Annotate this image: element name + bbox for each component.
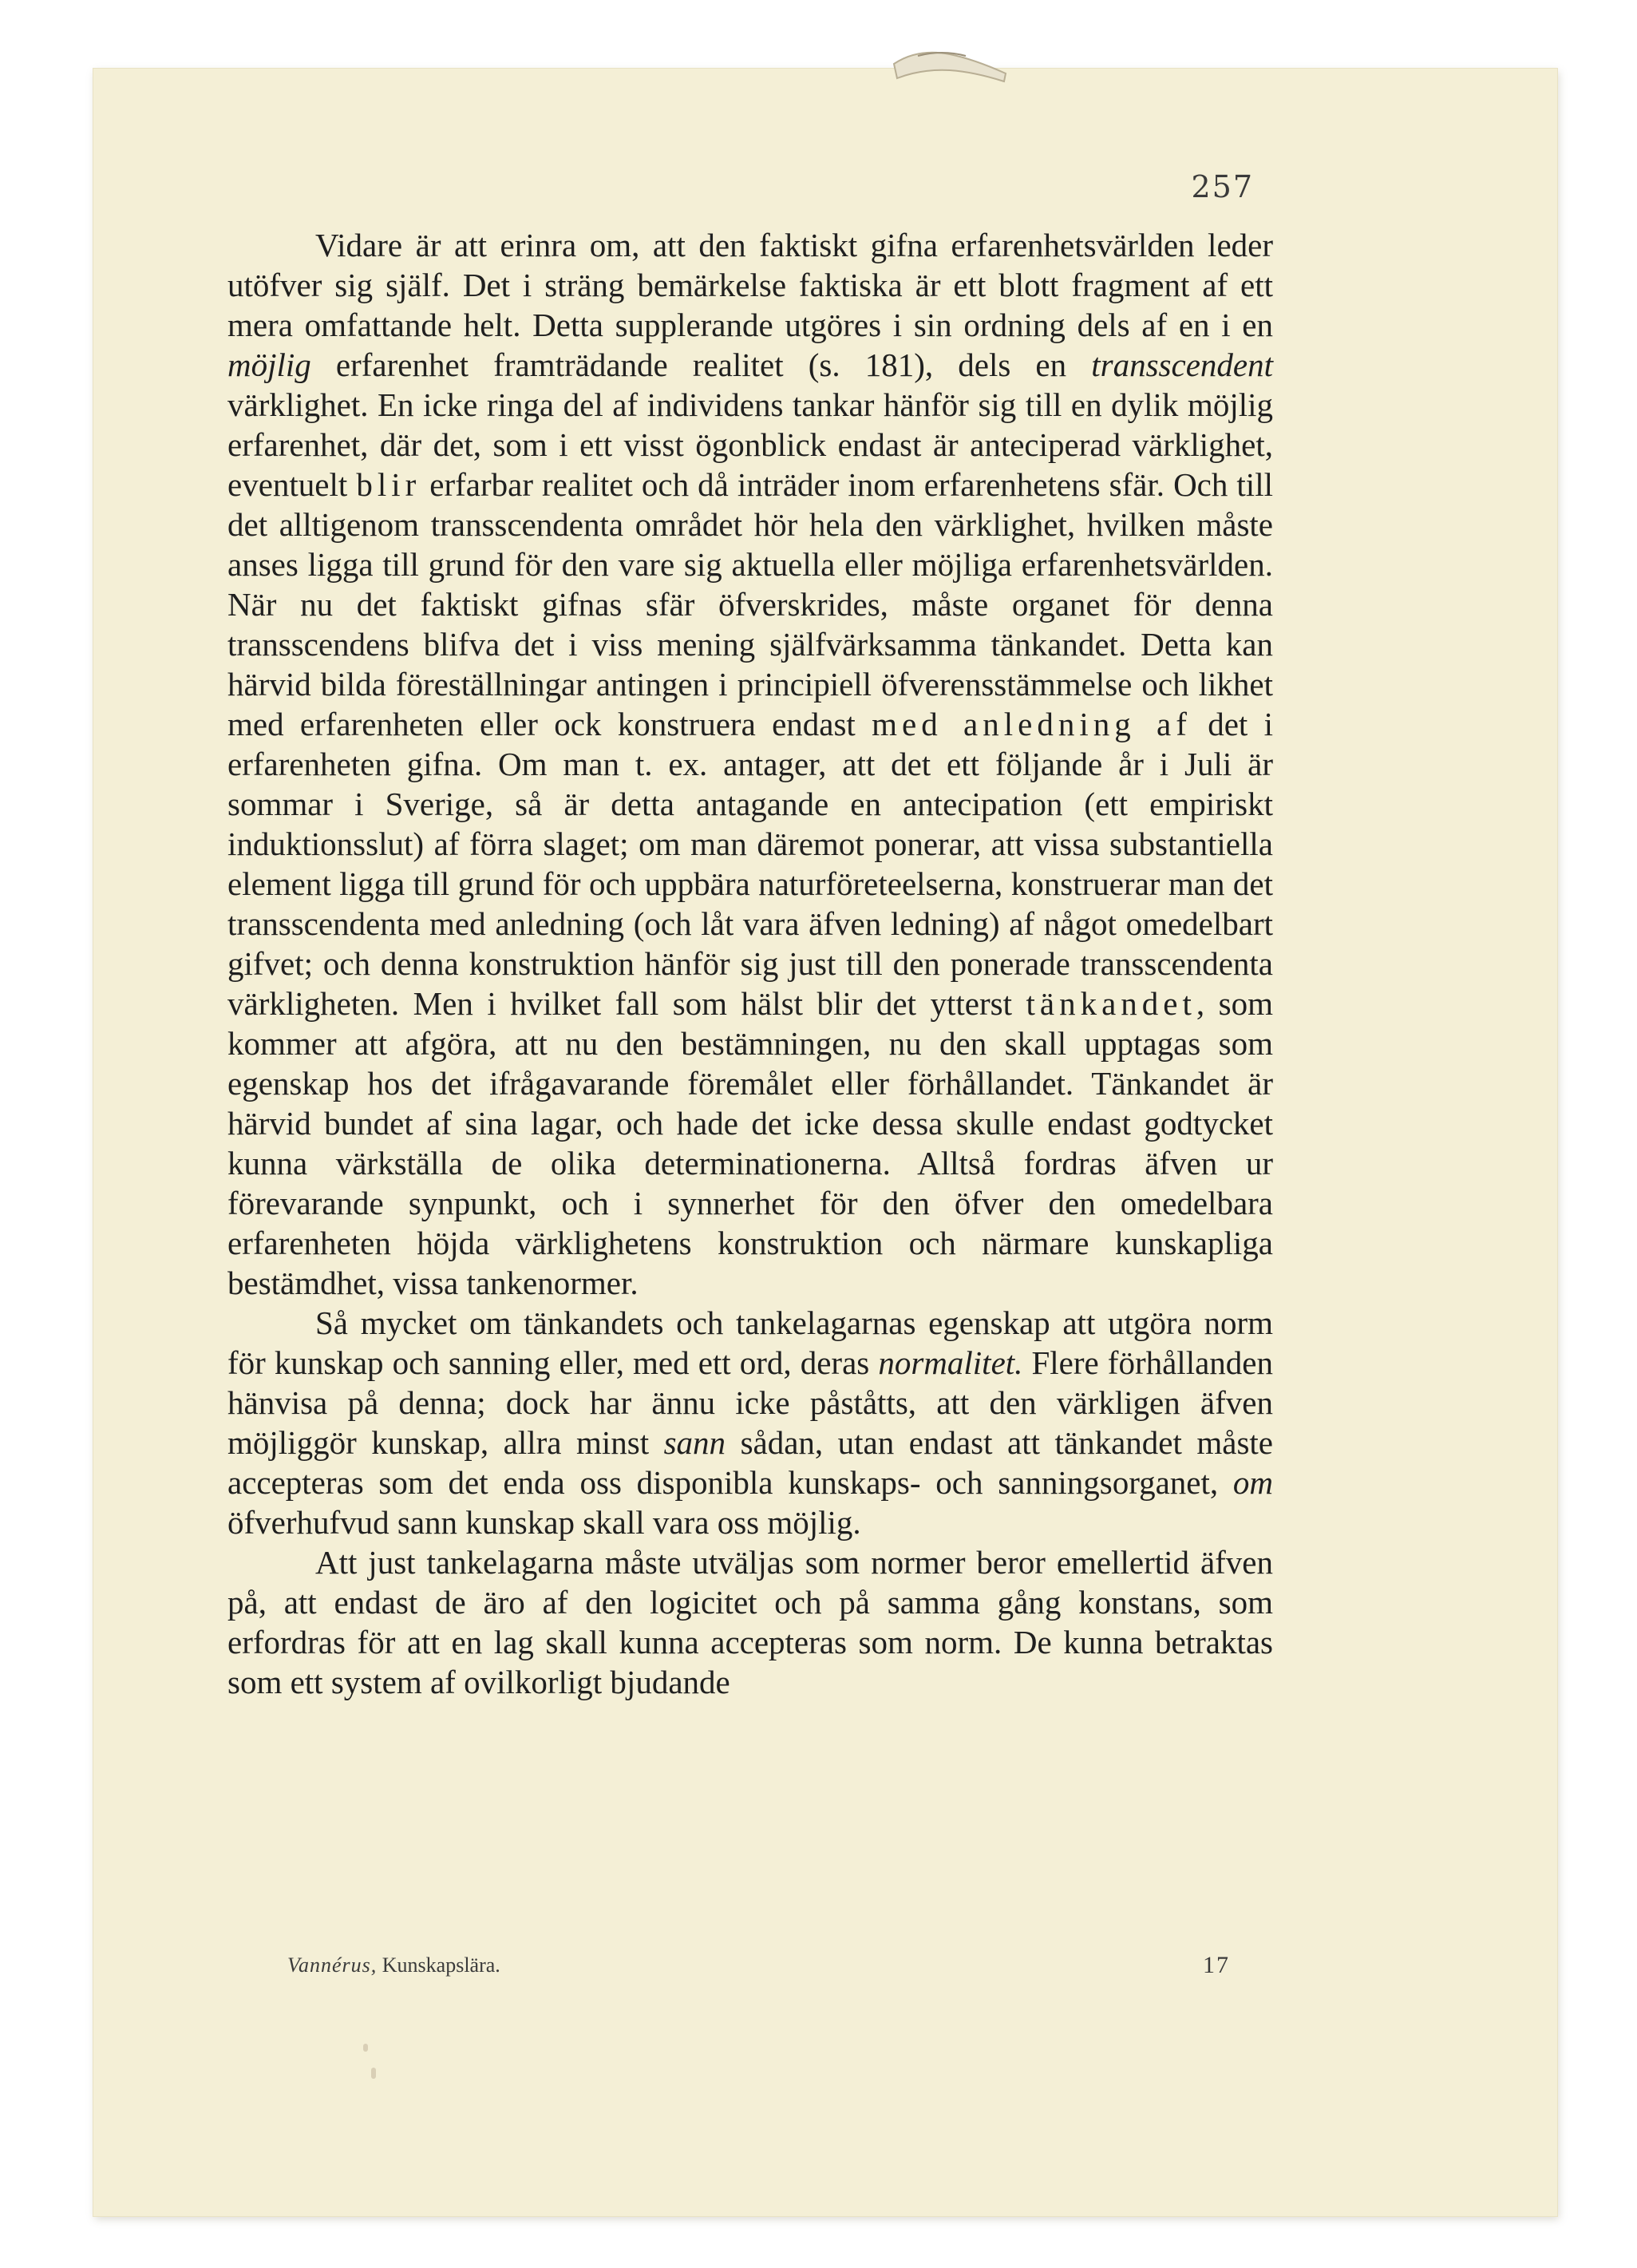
text-run: värklighet. En icke ringa del af individens tankar hänför sig till en dylik möjlig erfarenhet, där det, som i ett visst ögonblick endast är anteciperad värklighet, eventuelt: [227, 386, 1273, 503]
text-run: erfarbar realitet och då inträder inom erfarenhetens sfär. Och till det alltigenom transscendenta området hör hela den värklighet, hvilken måste anses ligga till grund för den vare sig aktuella eller möjliga erfarenhetsvärlden. När nu det faktiskt gifnas sfär öfverskrides, måste organet för denna transscendens blifva det i viss mening själfvärksamma tänkandet. Detta kan härvid bilda föreställningar antingen i principiell öfverensstämmelse och likhet med erfarenheten eller ock konstruera endast: [227, 466, 1273, 742]
text-run: Så mycket om tänkandets och tankelagarnas egenskap att utgöra norm för kunskap och sanning eller, med ett ord, deras: [227, 1304, 1273, 1381]
paper-speck: [371, 2068, 376, 2079]
paper-speck: [363, 2044, 368, 2052]
text-run: Flere förhållanden hänvisa på denna; dock har ännu icke påståtts, att den värkligen äfven möjliggör kunskap, allra minst: [227, 1344, 1273, 1461]
text-run: sådan, utan endast att tänkandet måste accepteras som det enda oss disponibla kunskaps- och sanningsorganet,: [227, 1424, 1273, 1501]
paragraph-2: [227, 1303, 1273, 1542]
printer-signature: 17: [1203, 1952, 1230, 1978]
spaced-term: tänkandet: [1026, 985, 1196, 1022]
spaced-term: blir: [356, 466, 421, 503]
footer-author: Vannérus,: [287, 1953, 378, 1977]
italic-term: normalitet.: [878, 1344, 1023, 1381]
footer-title: Kunskapslära.: [382, 1953, 500, 1977]
text-run: Att just tankelagarna måste utväljas som normer beror emellertid äfven på, att endast de äro af den logicitet och på samma gång konstans, som erfordras för att en lag skall kunna accepteras som norm. De kunna betraktas som ett system af ovilkorligt bjudande: [227, 1544, 1273, 1700]
italic-term: sann: [663, 1424, 726, 1461]
italic-term: om: [1232, 1464, 1273, 1501]
text-run: erfarenhet framträdande realitet (s. 181), dels en: [310, 346, 1092, 383]
page-number: 257: [1191, 169, 1254, 204]
text-run: Vidare är att erinra om, att den faktiskt gifna erfarenhetsvärlden leder utöfver sig själf. Det i sträng bemärkelse faktiska är ett blott fragment af ett mera omfattande helt. Detta supplerande utgöres i sin ordning dels af en i en: [227, 227, 1273, 343]
italic-term: transscendent: [1091, 346, 1273, 383]
text-run: , som kommer att afgöra, att nu den bestämningen, nu den skall upptagas som egenskap hos det ifrågavarande föremålet eller förhållandet. Tänkandet är härvid bundet af sina lagar, och hade det icke dessa skulle endast godtycket kunna värkställa de olika determinationerna. Alltså fordras äfven ur förevarande synpunkt, och i synnerhet för den öfver den omedelbara erfarenheten höjda värklighetens konstruktion och närmare kunskapliga bestämdhet, vissa tankenormer.: [227, 985, 1273, 1301]
italic-term: möjlig: [227, 346, 311, 383]
text-run: öfverhufvud sann kunskap skall vara oss möjlig.: [227, 1504, 861, 1541]
body-text: [227, 225, 1273, 1702]
paragraph-1: [227, 225, 1273, 1303]
spaced-term: med anledning af: [872, 706, 1192, 742]
text-run: det i erfarenheten gifna. Om man t. ex. antager, att det ett följande år i Juli är sommar i Sverige, så är detta antagande en antecipation (ett empiriskt induktionsslut) af förra slaget; om man däremot ponerar, att vissa substantiella element ligga till grund för och uppbära naturföreteelserna, konstruerar man det transscendenta med anledning (och låt vara äfven ledning) af något omedelbart gifvet; och denna konstruktion hänför sig just till den ponerade transscendenta värkligheten. Men i hvilket fall som hälst blir det ytterst: [227, 706, 1273, 1022]
torn-corner-mark: [886, 32, 1014, 88]
page-footer: [287, 1953, 1230, 1985]
paragraph-3: [227, 1542, 1273, 1702]
